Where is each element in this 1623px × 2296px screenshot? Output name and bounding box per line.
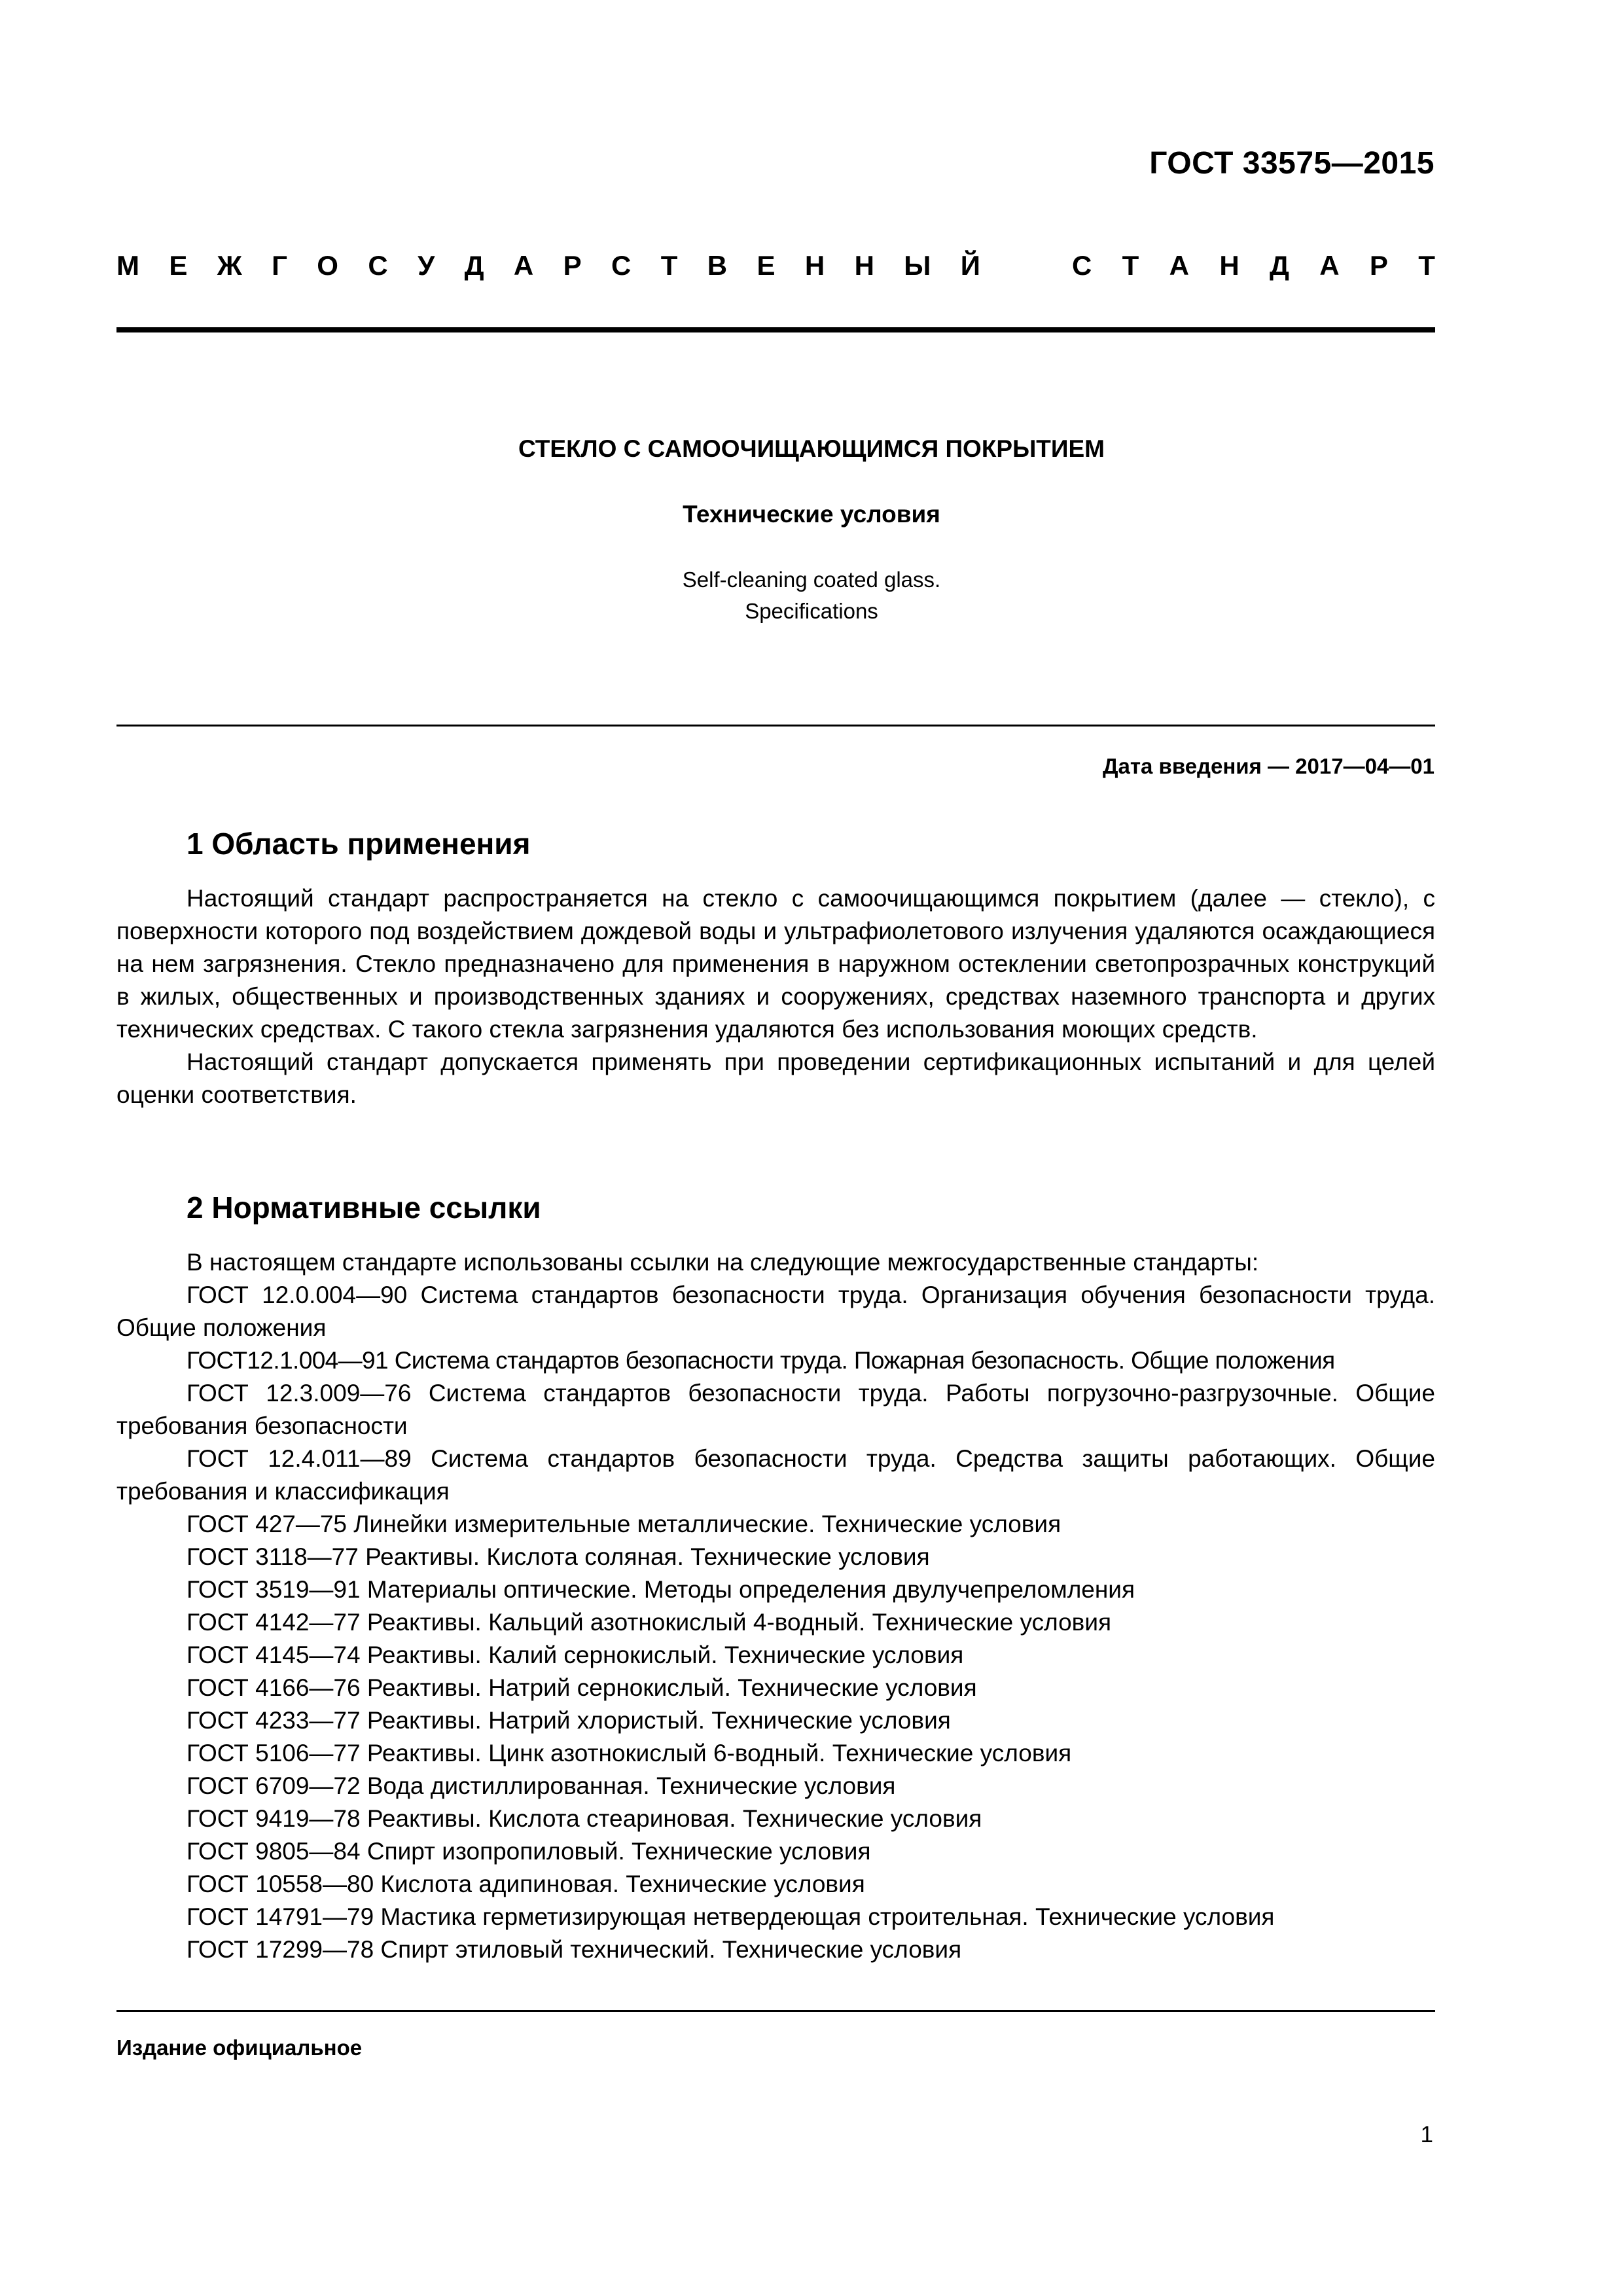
title-rule [116, 725, 1435, 726]
reference-item: ГОСТ 10558—80 Кислота адипиновая. Технические условия [187, 1871, 865, 1897]
heading-letter: А [1169, 250, 1189, 281]
footer-rule [116, 2010, 1435, 2012]
interstate-standard-heading [116, 250, 1435, 281]
heading-letter: А [513, 250, 534, 281]
paragraph: Настоящий стандарт распространяется на стекло с самоочищающимся покрытием (далее — стекло), с поверхности которого под воздействием дождевой воды и ультрафиолетового излучения удаляются осаждающиеся на нем загрязнения. Стекло предназначено для применения в наружном остеклении светопрозрачных конструкций в жилых, общественных и производственных зданиях и сооружениях, средствах наземного транспорта и других технических средствах. С такого стекла загрязнения удаляются без использования моющих средств. [116, 885, 1435, 1043]
heading-letter: Д [464, 250, 484, 281]
reference-item: ГОСТ 9805—84 Спирт изопропиловый. Технические условия [187, 1838, 871, 1865]
reference-item: ГОСТ 4166—76 Реактивы. Натрий сернокислый. Технические условия [187, 1674, 977, 1701]
heading-letter: С [1072, 250, 1092, 281]
reference-item: ГОСТ 3519—91 Материалы оптические. Методы определения двулучепреломления [187, 1576, 1135, 1603]
heading-letter: Р [563, 250, 582, 281]
english-title-line: Self-cleaning coated glass. [682, 567, 941, 592]
section-references-body [116, 1246, 1435, 1966]
heading-letter: Т [660, 250, 678, 281]
reference-item: ГОСТ 12.4.011—89 Система стандартов безопасности труда. Средства защиты работающих. Общие требования и классификация [116, 1445, 1435, 1505]
header-rule [116, 327, 1435, 332]
introduction-date: Дата введения — 2017—04—01 [1103, 754, 1435, 778]
heading-letter: Ы [904, 250, 931, 281]
document-title: СТЕКЛО С САМООЧИЩАЮЩИМСЯ ПОКРЫТИЕМ [518, 435, 1105, 462]
reference-item: ГОСТ 5106—77 Реактивы. Цинк азотнокислый 6-водный. Технические условия [187, 1740, 1072, 1767]
reference-item: ГОСТ 3118—77 Реактивы. Кислота соляная. Технические условия [187, 1543, 930, 1570]
reference-item: ГОСТ 14791—79 Мастика герметизирующая нетвердеющая строительная. Технические условия [187, 1903, 1275, 1930]
heading-letter: С [368, 250, 388, 281]
english-title-line: Specifications [745, 599, 878, 623]
reference-item: ГОСТ 12.3.009—76 Система стандартов безопасности труда. Работы погрузочно-разгрузочные. Общие требования безопасности [116, 1380, 1435, 1439]
reference-item: ГОСТ 9419—78 Реактивы. Кислота стеариновая. Технические условия [187, 1805, 982, 1832]
reference-item: ГОСТ 4145—74 Реактивы. Калий сернокислый. Технические условия [187, 1641, 964, 1668]
heading-letter: С [611, 250, 632, 281]
heading-letter: М [116, 250, 139, 281]
official-edition-label: Издание официальное [116, 2036, 363, 2060]
section-heading-scope: 1 Область применения [187, 827, 531, 861]
reference-item: ГОСТ12.1.004—91 Система стандартов безопасности труда. Пожарная безопасность. Общие положения [187, 1347, 1335, 1374]
heading-letter: Н [854, 250, 874, 281]
gost-code: ГОСТ 33575—2015 [1149, 146, 1435, 181]
reference-item: ГОСТ 427—75 Линейки измерительные металлические. Технические условия [187, 1511, 1061, 1537]
heading-letter: Г [272, 250, 287, 281]
heading-letter: О [317, 250, 338, 281]
heading-letter: Т [1418, 250, 1435, 281]
references-intro: В настоящем стандарте использованы ссылки на следующие межгосударственные стандарты: [187, 1249, 1259, 1276]
section-heading-references: 2 Нормативные ссылки [187, 1191, 541, 1225]
heading-letter: А [1319, 250, 1340, 281]
paragraph: Настоящий стандарт допускается применять при проведении сертификационных испытаний и для целей оценки соответствия. [116, 1049, 1435, 1108]
interstate-word [116, 250, 980, 281]
heading-letter: Н [1219, 250, 1240, 281]
heading-letter: Й [960, 250, 980, 281]
reference-item: ГОСТ 6709—72 Вода дистиллированная. Технические условия [187, 1772, 896, 1799]
reference-item: ГОСТ 4233—77 Реактивы. Натрий хлористый. Технические условия [187, 1707, 951, 1734]
heading-letter: Т [1122, 250, 1139, 281]
standard-word [1072, 250, 1435, 281]
reference-item: ГОСТ 17299—78 Спирт этиловый технический. Технические условия [187, 1936, 962, 1963]
document-subtitle: Технические условия [683, 501, 940, 528]
heading-letter: В [707, 250, 728, 281]
english-title [0, 564, 1623, 627]
page-number: 1 [1420, 2122, 1433, 2147]
reference-item: ГОСТ 4142—77 Реактивы. Кальций азотнокислый 4-водный. Технические условия [187, 1609, 1112, 1636]
reference-item: ГОСТ 12.0.004—90 Система стандартов безопасности труда. Организация обучения безопасности труда. Общие положения [116, 1282, 1435, 1341]
heading-letter: Е [169, 250, 188, 281]
heading-letter: Д [1270, 250, 1289, 281]
section-scope-body [116, 882, 1435, 1111]
heading-letter: Р [1369, 250, 1388, 281]
heading-letter: Е [757, 250, 776, 281]
heading-letter: У [418, 250, 435, 281]
heading-letter: Ж [217, 250, 242, 281]
heading-letter: Н [804, 250, 825, 281]
